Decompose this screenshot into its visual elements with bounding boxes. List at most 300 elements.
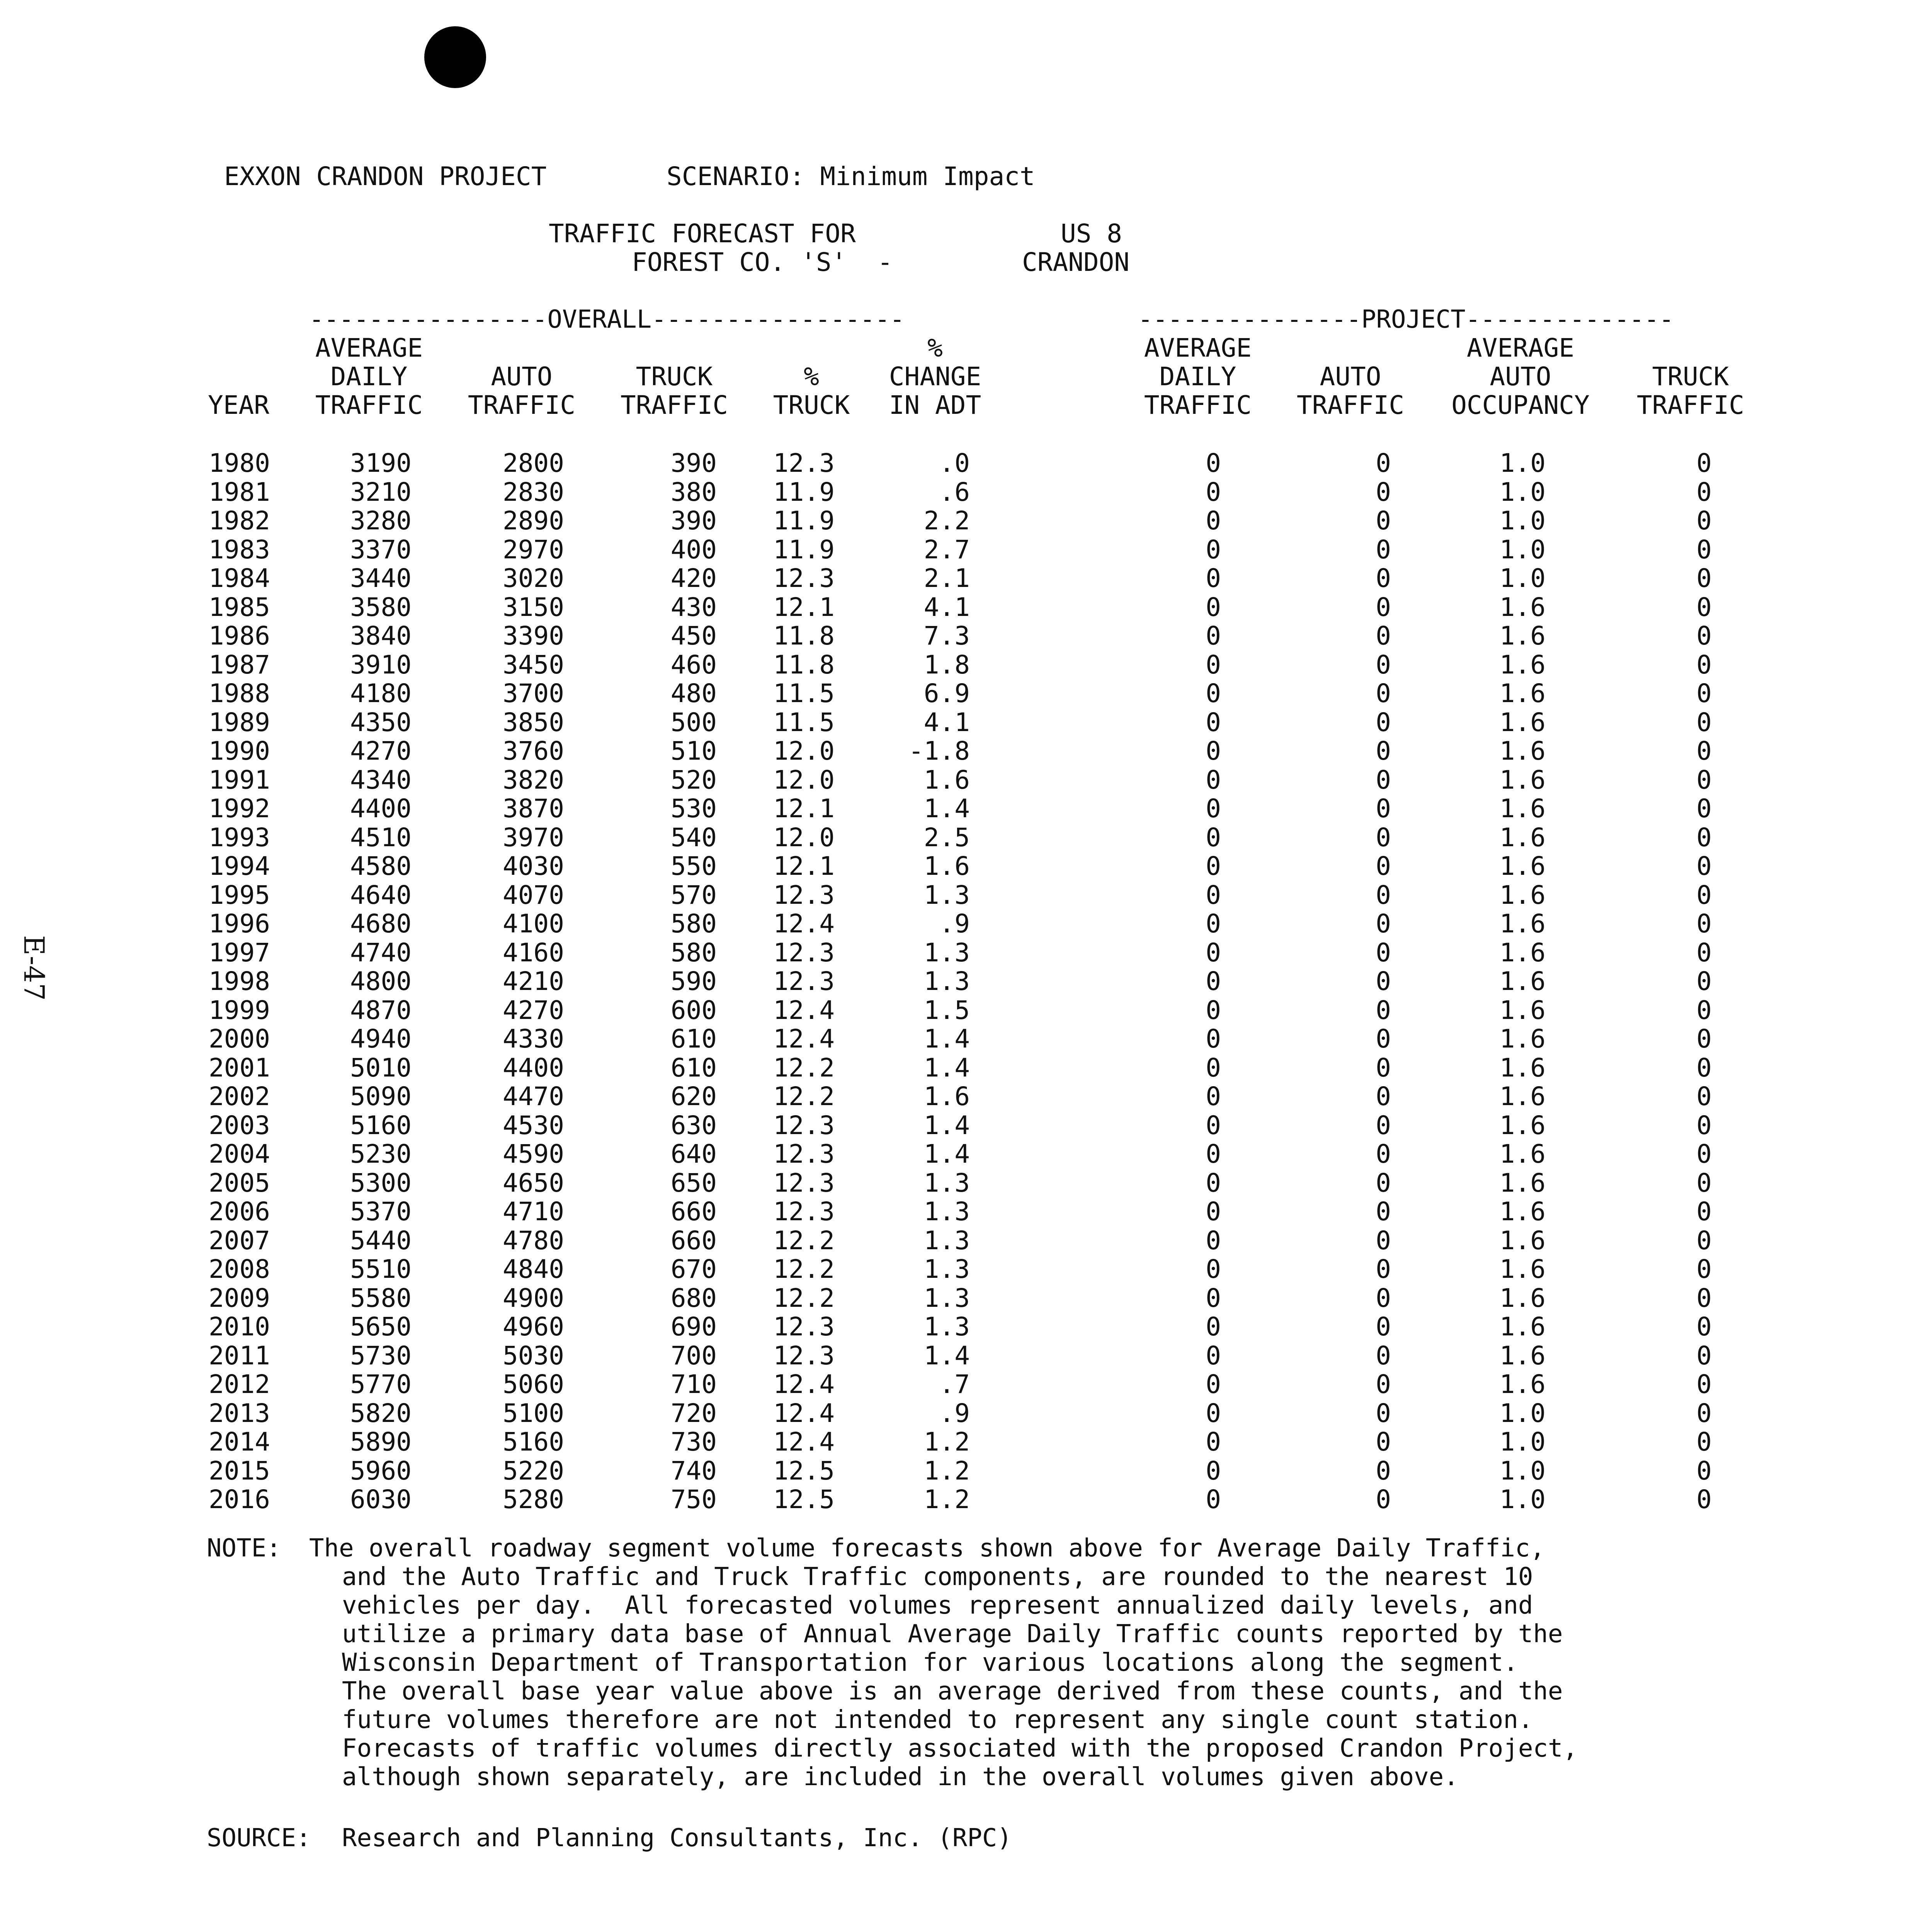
cell-project-avg-daily-traffic: 0 [1206, 736, 1221, 766]
overall-group-header: ----------------OVERALL----------------- [309, 305, 905, 334]
cell-avg-daily-traffic: 5440 [350, 1225, 412, 1255]
cell-pct-change-adt: 1.2 [923, 1427, 970, 1457]
header-pct-truck-line3: TRUCK [773, 390, 850, 420]
note-line: Wisconsin Department of Transportation for various locations along the segment. [342, 1648, 1518, 1677]
header-project-auto-occupancy-line3: OCCUPANCY [1451, 390, 1590, 420]
cell-pct-truck: 12.0 [773, 822, 835, 852]
cell-auto-traffic: 3760 [503, 736, 564, 766]
cell-avg-daily-traffic: 4640 [350, 880, 412, 910]
cell-project-avg-daily-traffic: 0 [1206, 1283, 1221, 1313]
cell-project-avg-daily-traffic: 0 [1206, 707, 1221, 737]
cell-auto-traffic: 3820 [503, 765, 564, 795]
cell-truck-traffic: 420 [670, 563, 717, 593]
cell-project-auto-occupancy: 1.6 [1499, 1197, 1546, 1226]
cell-year: 2012 [209, 1369, 270, 1399]
cell-avg-daily-traffic: 4400 [350, 794, 412, 823]
cell-project-auto-traffic: 0 [1376, 1456, 1391, 1486]
cell-pct-truck: 12.3 [773, 966, 835, 996]
cell-pct-change-adt: 2.1 [923, 563, 970, 593]
cell-year: 2016 [209, 1485, 270, 1514]
cell-pct-truck: 12.1 [773, 794, 835, 823]
cell-project-truck-traffic: 0 [1696, 650, 1712, 680]
cell-project-auto-occupancy: 1.0 [1499, 448, 1546, 478]
cell-pct-truck: 12.0 [773, 765, 835, 795]
cell-avg-daily-traffic: 6030 [350, 1485, 412, 1514]
cell-year: 1994 [209, 851, 270, 881]
cell-pct-change-adt: 1.3 [923, 880, 970, 910]
cell-project-auto-occupancy: 1.6 [1499, 1110, 1546, 1140]
cell-year: 2008 [209, 1254, 270, 1284]
note-line: Forecasts of traffic volumes directly associated with the proposed Crandon Project, [342, 1734, 1578, 1763]
cell-project-auto-occupancy: 1.6 [1499, 621, 1546, 651]
cell-auto-traffic: 3970 [503, 822, 564, 852]
cell-auto-traffic: 2970 [503, 534, 564, 565]
cell-avg-daily-traffic: 5370 [350, 1197, 412, 1226]
cell-avg-daily-traffic: 5300 [350, 1168, 412, 1198]
cell-truck-traffic: 550 [670, 851, 717, 881]
cell-project-auto-traffic: 0 [1376, 534, 1391, 565]
cell-auto-traffic: 2830 [503, 477, 564, 507]
cell-year: 2014 [209, 1427, 270, 1457]
cell-project-auto-traffic: 0 [1376, 563, 1391, 593]
cell-project-auto-traffic: 0 [1376, 1082, 1391, 1111]
header-pct-change-adt-line1: % [927, 333, 943, 363]
cell-year: 1984 [209, 563, 270, 593]
cell-truck-traffic: 710 [670, 1369, 717, 1399]
note-line: The overall roadway segment volume forecasts shown above for Average Daily Traffic, [309, 1534, 1545, 1563]
cell-avg-daily-traffic: 5770 [350, 1369, 412, 1399]
cell-avg-daily-traffic: 3840 [350, 621, 412, 651]
cell-year: 2011 [209, 1340, 270, 1371]
cell-project-auto-traffic: 0 [1376, 909, 1391, 939]
cell-pct-truck: 12.3 [773, 1139, 835, 1169]
cell-project-auto-traffic: 0 [1376, 966, 1391, 996]
cell-pct-change-adt: 1.6 [923, 1082, 970, 1111]
note-line: and the Auto Traffic and Truck Traffic components, are rounded to the nearest 10 [342, 1563, 1533, 1591]
header-project-truck-traffic-line3: TRAFFIC [1636, 390, 1745, 420]
cell-year: 1981 [209, 477, 270, 507]
cell-truck-traffic: 570 [670, 880, 717, 910]
cell-project-auto-traffic: 0 [1376, 1485, 1391, 1514]
route-name: US 8 [1061, 219, 1122, 248]
cell-project-auto-occupancy: 1.6 [1499, 707, 1546, 737]
cell-pct-truck: 12.3 [773, 448, 835, 478]
cell-project-avg-daily-traffic: 0 [1206, 563, 1221, 593]
cell-pct-change-adt: 1.5 [923, 995, 970, 1025]
cell-avg-daily-traffic: 3190 [350, 448, 412, 478]
cell-year: 1986 [209, 621, 270, 651]
cell-pct-truck: 11.8 [773, 621, 835, 651]
header-project-avg-daily-traffic-line1: AVERAGE [1144, 333, 1252, 363]
cell-project-auto-occupancy: 1.6 [1499, 909, 1546, 939]
cell-year: 2002 [209, 1082, 270, 1111]
header-project-auto-traffic-line3: TRAFFIC [1296, 390, 1405, 420]
cell-project-avg-daily-traffic: 0 [1206, 1053, 1221, 1083]
cell-pct-change-adt: .9 [939, 1398, 970, 1428]
header-avg-daily-traffic-line2: DAILY [330, 362, 408, 391]
cell-year: 1997 [209, 937, 270, 968]
cell-auto-traffic: 3870 [503, 794, 564, 823]
cell-truck-traffic: 690 [670, 1312, 717, 1342]
cell-pct-change-adt: 1.8 [923, 650, 970, 680]
cell-truck-traffic: 730 [670, 1427, 717, 1457]
cell-project-auto-traffic: 0 [1376, 1197, 1391, 1226]
cell-pct-truck: 11.9 [773, 506, 835, 536]
cell-project-auto-occupancy: 1.0 [1499, 1456, 1546, 1486]
cell-pct-truck: 12.1 [773, 851, 835, 881]
cell-project-auto-occupancy: 1.6 [1499, 650, 1546, 680]
cell-project-truck-traffic: 0 [1696, 880, 1712, 910]
cell-pct-truck: 12.5 [773, 1456, 835, 1486]
cell-project-auto-occupancy: 1.6 [1499, 1312, 1546, 1342]
cell-project-auto-occupancy: 1.6 [1499, 679, 1546, 708]
cell-project-truck-traffic: 0 [1696, 1254, 1712, 1284]
cell-auto-traffic: 3850 [503, 707, 564, 737]
cell-project-truck-traffic: 0 [1696, 1398, 1712, 1428]
cell-project-truck-traffic: 0 [1696, 1485, 1712, 1514]
cell-pct-truck: 12.3 [773, 1110, 835, 1140]
cell-auto-traffic: 5160 [503, 1427, 564, 1457]
cell-year: 2015 [209, 1456, 270, 1486]
cell-pct-truck: 12.3 [773, 937, 835, 968]
header-pct-truck-line2: % [804, 362, 819, 391]
cell-pct-truck: 12.2 [773, 1053, 835, 1083]
page-number: E-47 [18, 935, 50, 1001]
cell-auto-traffic: 4270 [503, 995, 564, 1025]
cell-project-auto-traffic: 0 [1376, 650, 1391, 680]
cell-year: 1985 [209, 592, 270, 622]
cell-project-truck-traffic: 0 [1696, 679, 1712, 708]
cell-truck-traffic: 380 [670, 477, 717, 507]
cell-project-avg-daily-traffic: 0 [1206, 534, 1221, 565]
cell-year: 2009 [209, 1283, 270, 1313]
cell-project-auto-occupancy: 1.0 [1499, 1398, 1546, 1428]
note-line: vehicles per day. All forecasted volumes represent annualized daily levels, and [342, 1591, 1533, 1620]
cell-year: 2001 [209, 1053, 270, 1083]
header-project-truck-traffic-line2: TRUCK [1652, 362, 1729, 391]
cell-year: 1987 [209, 650, 270, 680]
cell-project-truck-traffic: 0 [1696, 1082, 1712, 1111]
cell-pct-truck: 12.3 [773, 1312, 835, 1342]
cell-project-auto-occupancy: 1.6 [1499, 1053, 1546, 1083]
cell-pct-change-adt: 1.3 [923, 966, 970, 996]
cell-pct-change-adt: 1.3 [923, 937, 970, 968]
cell-avg-daily-traffic: 4870 [350, 995, 412, 1025]
cell-pct-truck: 11.5 [773, 707, 835, 737]
cell-auto-traffic: 5060 [503, 1369, 564, 1399]
cell-pct-change-adt: 1.4 [923, 794, 970, 823]
cell-project-truck-traffic: 0 [1696, 1225, 1712, 1255]
cell-avg-daily-traffic: 5510 [350, 1254, 412, 1284]
cell-auto-traffic: 3700 [503, 679, 564, 708]
cell-project-auto-traffic: 0 [1376, 1139, 1391, 1169]
cell-truck-traffic: 580 [670, 909, 717, 939]
cell-project-truck-traffic: 0 [1696, 1456, 1712, 1486]
cell-project-avg-daily-traffic: 0 [1206, 1312, 1221, 1342]
cell-pct-truck: 12.4 [773, 995, 835, 1025]
cell-avg-daily-traffic: 3210 [350, 477, 412, 507]
cell-avg-daily-traffic: 5010 [350, 1053, 412, 1083]
cell-pct-change-adt: 1.4 [923, 1024, 970, 1054]
cell-pct-truck: 12.2 [773, 1225, 835, 1255]
cell-project-truck-traffic: 0 [1696, 736, 1712, 766]
cell-pct-truck: 12.2 [773, 1082, 835, 1111]
cell-project-auto-traffic: 0 [1376, 1053, 1391, 1083]
cell-project-avg-daily-traffic: 0 [1206, 1110, 1221, 1140]
cell-avg-daily-traffic: 5650 [350, 1312, 412, 1342]
header-avg-daily-traffic-line3: TRAFFIC [315, 390, 423, 420]
cell-pct-truck: 11.9 [773, 534, 835, 565]
cell-pct-change-adt: 6.9 [923, 679, 970, 708]
cell-year: 1982 [209, 506, 270, 536]
cell-project-auto-traffic: 0 [1376, 1283, 1391, 1313]
cell-pct-change-adt: 2.7 [923, 534, 970, 565]
cell-truck-traffic: 430 [670, 592, 717, 622]
punch-hole-left [424, 26, 486, 88]
cell-truck-traffic: 620 [670, 1082, 717, 1111]
cell-project-truck-traffic: 0 [1696, 1197, 1712, 1226]
cell-project-auto-traffic: 0 [1376, 1398, 1391, 1428]
cell-project-avg-daily-traffic: 0 [1206, 937, 1221, 968]
project-group-header: ---------------PROJECT-------------- [1138, 305, 1674, 334]
cell-pct-change-adt: 1.4 [923, 1139, 970, 1169]
cell-project-auto-traffic: 0 [1376, 851, 1391, 881]
cell-pct-truck: 12.2 [773, 1283, 835, 1313]
cell-avg-daily-traffic: 4580 [350, 851, 412, 881]
cell-auto-traffic: 4070 [503, 880, 564, 910]
cell-project-avg-daily-traffic: 0 [1206, 794, 1221, 823]
cell-auto-traffic: 4710 [503, 1197, 564, 1226]
cell-truck-traffic: 640 [670, 1139, 717, 1169]
cell-truck-traffic: 660 [670, 1225, 717, 1255]
cell-truck-traffic: 390 [670, 506, 717, 536]
cell-project-auto-traffic: 0 [1376, 1024, 1391, 1054]
cell-project-auto-occupancy: 1.6 [1499, 1254, 1546, 1284]
cell-project-auto-occupancy: 1.6 [1499, 794, 1546, 823]
cell-pct-change-adt: 1.3 [923, 1254, 970, 1284]
cell-pct-truck: 12.4 [773, 1369, 835, 1399]
cell-project-avg-daily-traffic: 0 [1206, 448, 1221, 478]
cell-project-auto-traffic: 0 [1376, 477, 1391, 507]
cell-avg-daily-traffic: 5960 [350, 1456, 412, 1486]
cell-pct-change-adt: 1.6 [923, 765, 970, 795]
cell-project-auto-traffic: 0 [1376, 937, 1391, 968]
cell-project-truck-traffic: 0 [1696, 534, 1712, 565]
cell-auto-traffic: 4030 [503, 851, 564, 881]
cell-project-auto-occupancy: 1.0 [1499, 477, 1546, 507]
cell-project-avg-daily-traffic: 0 [1206, 1427, 1221, 1457]
cell-project-truck-traffic: 0 [1696, 1024, 1712, 1054]
cell-project-auto-traffic: 0 [1376, 765, 1391, 795]
project-title: EXXON CRANDON PROJECT [224, 162, 547, 191]
cell-year: 1992 [209, 794, 270, 823]
cell-year: 1993 [209, 822, 270, 852]
cell-truck-traffic: 670 [670, 1254, 717, 1284]
cell-year: 1995 [209, 880, 270, 910]
cell-project-auto-traffic: 0 [1376, 448, 1391, 478]
cell-project-avg-daily-traffic: 0 [1206, 650, 1221, 680]
cell-project-auto-occupancy: 1.6 [1499, 822, 1546, 852]
cell-pct-change-adt: 1.3 [923, 1283, 970, 1313]
cell-project-truck-traffic: 0 [1696, 506, 1712, 536]
header-auto-traffic-line3: TRAFFIC [468, 390, 576, 420]
cell-project-avg-daily-traffic: 0 [1206, 851, 1221, 881]
cell-project-avg-daily-traffic: 0 [1206, 995, 1221, 1025]
cell-project-auto-traffic: 0 [1376, 679, 1391, 708]
cell-truck-traffic: 480 [670, 679, 717, 708]
header-project-avg-daily-traffic-line2: DAILY [1159, 362, 1236, 391]
cell-pct-truck: 12.0 [773, 736, 835, 766]
cell-pct-truck: 11.8 [773, 650, 835, 680]
header-auto-traffic-line2: AUTO [491, 362, 553, 391]
cell-project-avg-daily-traffic: 0 [1206, 592, 1221, 622]
cell-project-auto-traffic: 0 [1376, 822, 1391, 852]
cell-project-avg-daily-traffic: 0 [1206, 1254, 1221, 1284]
cell-project-auto-traffic: 0 [1376, 1369, 1391, 1399]
cell-project-auto-occupancy: 1.6 [1499, 592, 1546, 622]
cell-avg-daily-traffic: 4740 [350, 937, 412, 968]
note-line: The overall base year value above is an average derived from these counts, and the [342, 1677, 1563, 1706]
cell-project-auto-traffic: 0 [1376, 1427, 1391, 1457]
cell-project-auto-occupancy: 1.6 [1499, 937, 1546, 968]
cell-year: 1990 [209, 736, 270, 766]
cell-pct-truck: 11.5 [773, 679, 835, 708]
cell-project-auto-traffic: 0 [1376, 707, 1391, 737]
cell-pct-change-adt: .7 [939, 1369, 970, 1399]
cell-truck-traffic: 700 [670, 1340, 717, 1371]
cell-project-auto-occupancy: 1.6 [1499, 966, 1546, 996]
cell-auto-traffic: 4780 [503, 1225, 564, 1255]
cell-project-auto-occupancy: 1.0 [1499, 534, 1546, 565]
header-project-auto-occupancy-line1: AVERAGE [1466, 333, 1575, 363]
cell-project-truck-traffic: 0 [1696, 794, 1712, 823]
cell-project-auto-occupancy: 1.0 [1499, 506, 1546, 536]
cell-pct-change-adt: -1.8 [908, 736, 970, 766]
cell-project-auto-traffic: 0 [1376, 1225, 1391, 1255]
cell-truck-traffic: 590 [670, 966, 717, 996]
cell-avg-daily-traffic: 3910 [350, 650, 412, 680]
cell-project-truck-traffic: 0 [1696, 966, 1712, 996]
cell-avg-daily-traffic: 3580 [350, 592, 412, 622]
cell-pct-truck: 12.3 [773, 1168, 835, 1198]
cell-project-truck-traffic: 0 [1696, 1168, 1712, 1198]
cell-project-avg-daily-traffic: 0 [1206, 1082, 1221, 1111]
cell-project-avg-daily-traffic: 0 [1206, 880, 1221, 910]
cell-pct-change-adt: 7.3 [923, 621, 970, 651]
cell-project-avg-daily-traffic: 0 [1206, 477, 1221, 507]
cell-avg-daily-traffic: 5890 [350, 1427, 412, 1457]
cell-avg-daily-traffic: 5820 [350, 1398, 412, 1428]
cell-pct-change-adt: .9 [939, 909, 970, 939]
cell-truck-traffic: 680 [670, 1283, 717, 1313]
cell-pct-change-adt: 1.2 [923, 1485, 970, 1514]
header-project-avg-daily-traffic-line3: TRAFFIC [1144, 390, 1252, 420]
cell-year: 1988 [209, 679, 270, 708]
cell-auto-traffic: 4100 [503, 909, 564, 939]
cell-project-truck-traffic: 0 [1696, 1283, 1712, 1313]
cell-pct-change-adt: 1.4 [923, 1340, 970, 1371]
cell-truck-traffic: 650 [670, 1168, 717, 1198]
cell-project-truck-traffic: 0 [1696, 1110, 1712, 1140]
cell-avg-daily-traffic: 3370 [350, 534, 412, 565]
cell-pct-truck: 12.2 [773, 1254, 835, 1284]
cell-pct-truck: 12.4 [773, 1398, 835, 1428]
cell-avg-daily-traffic: 4350 [350, 707, 412, 737]
cell-project-avg-daily-traffic: 0 [1206, 506, 1221, 536]
cell-avg-daily-traffic: 5580 [350, 1283, 412, 1313]
cell-project-auto-traffic: 0 [1376, 794, 1391, 823]
header-truck-traffic-line2: TRUCK [636, 362, 713, 391]
cell-truck-traffic: 720 [670, 1398, 717, 1428]
cell-auto-traffic: 2890 [503, 506, 564, 536]
cell-truck-traffic: 460 [670, 650, 717, 680]
cell-year: 1983 [209, 534, 270, 565]
cell-pct-change-adt: .0 [939, 448, 970, 478]
cell-project-truck-traffic: 0 [1696, 707, 1712, 737]
cell-project-auto-traffic: 0 [1376, 1254, 1391, 1284]
cell-truck-traffic: 600 [670, 995, 717, 1025]
cell-avg-daily-traffic: 4680 [350, 909, 412, 939]
cell-pct-change-adt: 1.4 [923, 1053, 970, 1083]
header-avg-daily-traffic-line1: AVERAGE [315, 333, 423, 363]
cell-avg-daily-traffic: 5730 [350, 1340, 412, 1371]
cell-truck-traffic: 580 [670, 937, 717, 968]
cell-avg-daily-traffic: 3440 [350, 563, 412, 593]
cell-year: 1998 [209, 966, 270, 996]
cell-project-truck-traffic: 0 [1696, 822, 1712, 852]
cell-pct-change-adt: 1.3 [923, 1197, 970, 1226]
cell-year: 2003 [209, 1110, 270, 1140]
cell-project-auto-occupancy: 1.6 [1499, 1139, 1546, 1169]
cell-project-auto-traffic: 0 [1376, 995, 1391, 1025]
cell-project-auto-occupancy: 1.6 [1499, 1024, 1546, 1054]
cell-pct-change-adt: 1.3 [923, 1168, 970, 1198]
cell-project-truck-traffic: 0 [1696, 1340, 1712, 1371]
cell-avg-daily-traffic: 4270 [350, 736, 412, 766]
cell-pct-change-adt: 1.3 [923, 1225, 970, 1255]
cell-project-auto-occupancy: 1.6 [1499, 1225, 1546, 1255]
cell-pct-truck: 12.4 [773, 909, 835, 939]
cell-pct-truck: 12.1 [773, 592, 835, 622]
cell-avg-daily-traffic: 3280 [350, 506, 412, 536]
cell-pct-change-adt: 2.2 [923, 506, 970, 536]
cell-project-truck-traffic: 0 [1696, 937, 1712, 968]
cell-year: 1999 [209, 995, 270, 1025]
cell-project-truck-traffic: 0 [1696, 909, 1712, 939]
cell-project-avg-daily-traffic: 0 [1206, 966, 1221, 996]
cell-pct-truck: 12.3 [773, 1197, 835, 1226]
cell-project-auto-traffic: 0 [1376, 736, 1391, 766]
cell-year: 2005 [209, 1168, 270, 1198]
cell-truck-traffic: 510 [670, 736, 717, 766]
cell-project-avg-daily-traffic: 0 [1206, 1197, 1221, 1226]
cell-pct-change-adt: 1.2 [923, 1456, 970, 1486]
cell-auto-traffic: 4470 [503, 1082, 564, 1111]
cell-project-avg-daily-traffic: 0 [1206, 1340, 1221, 1371]
cell-year: 2004 [209, 1139, 270, 1169]
cell-project-avg-daily-traffic: 0 [1206, 1398, 1221, 1428]
cell-avg-daily-traffic: 5230 [350, 1139, 412, 1169]
cell-pct-truck: 12.3 [773, 880, 835, 910]
cell-pct-change-adt: 1.4 [923, 1110, 970, 1140]
cell-project-avg-daily-traffic: 0 [1206, 1225, 1221, 1255]
cell-truck-traffic: 750 [670, 1485, 717, 1514]
cell-year: 2010 [209, 1312, 270, 1342]
cell-auto-traffic: 4210 [503, 966, 564, 996]
cell-project-truck-traffic: 0 [1696, 995, 1712, 1025]
header-truck-traffic-line3: TRAFFIC [620, 390, 728, 420]
cell-auto-traffic: 3450 [503, 650, 564, 680]
